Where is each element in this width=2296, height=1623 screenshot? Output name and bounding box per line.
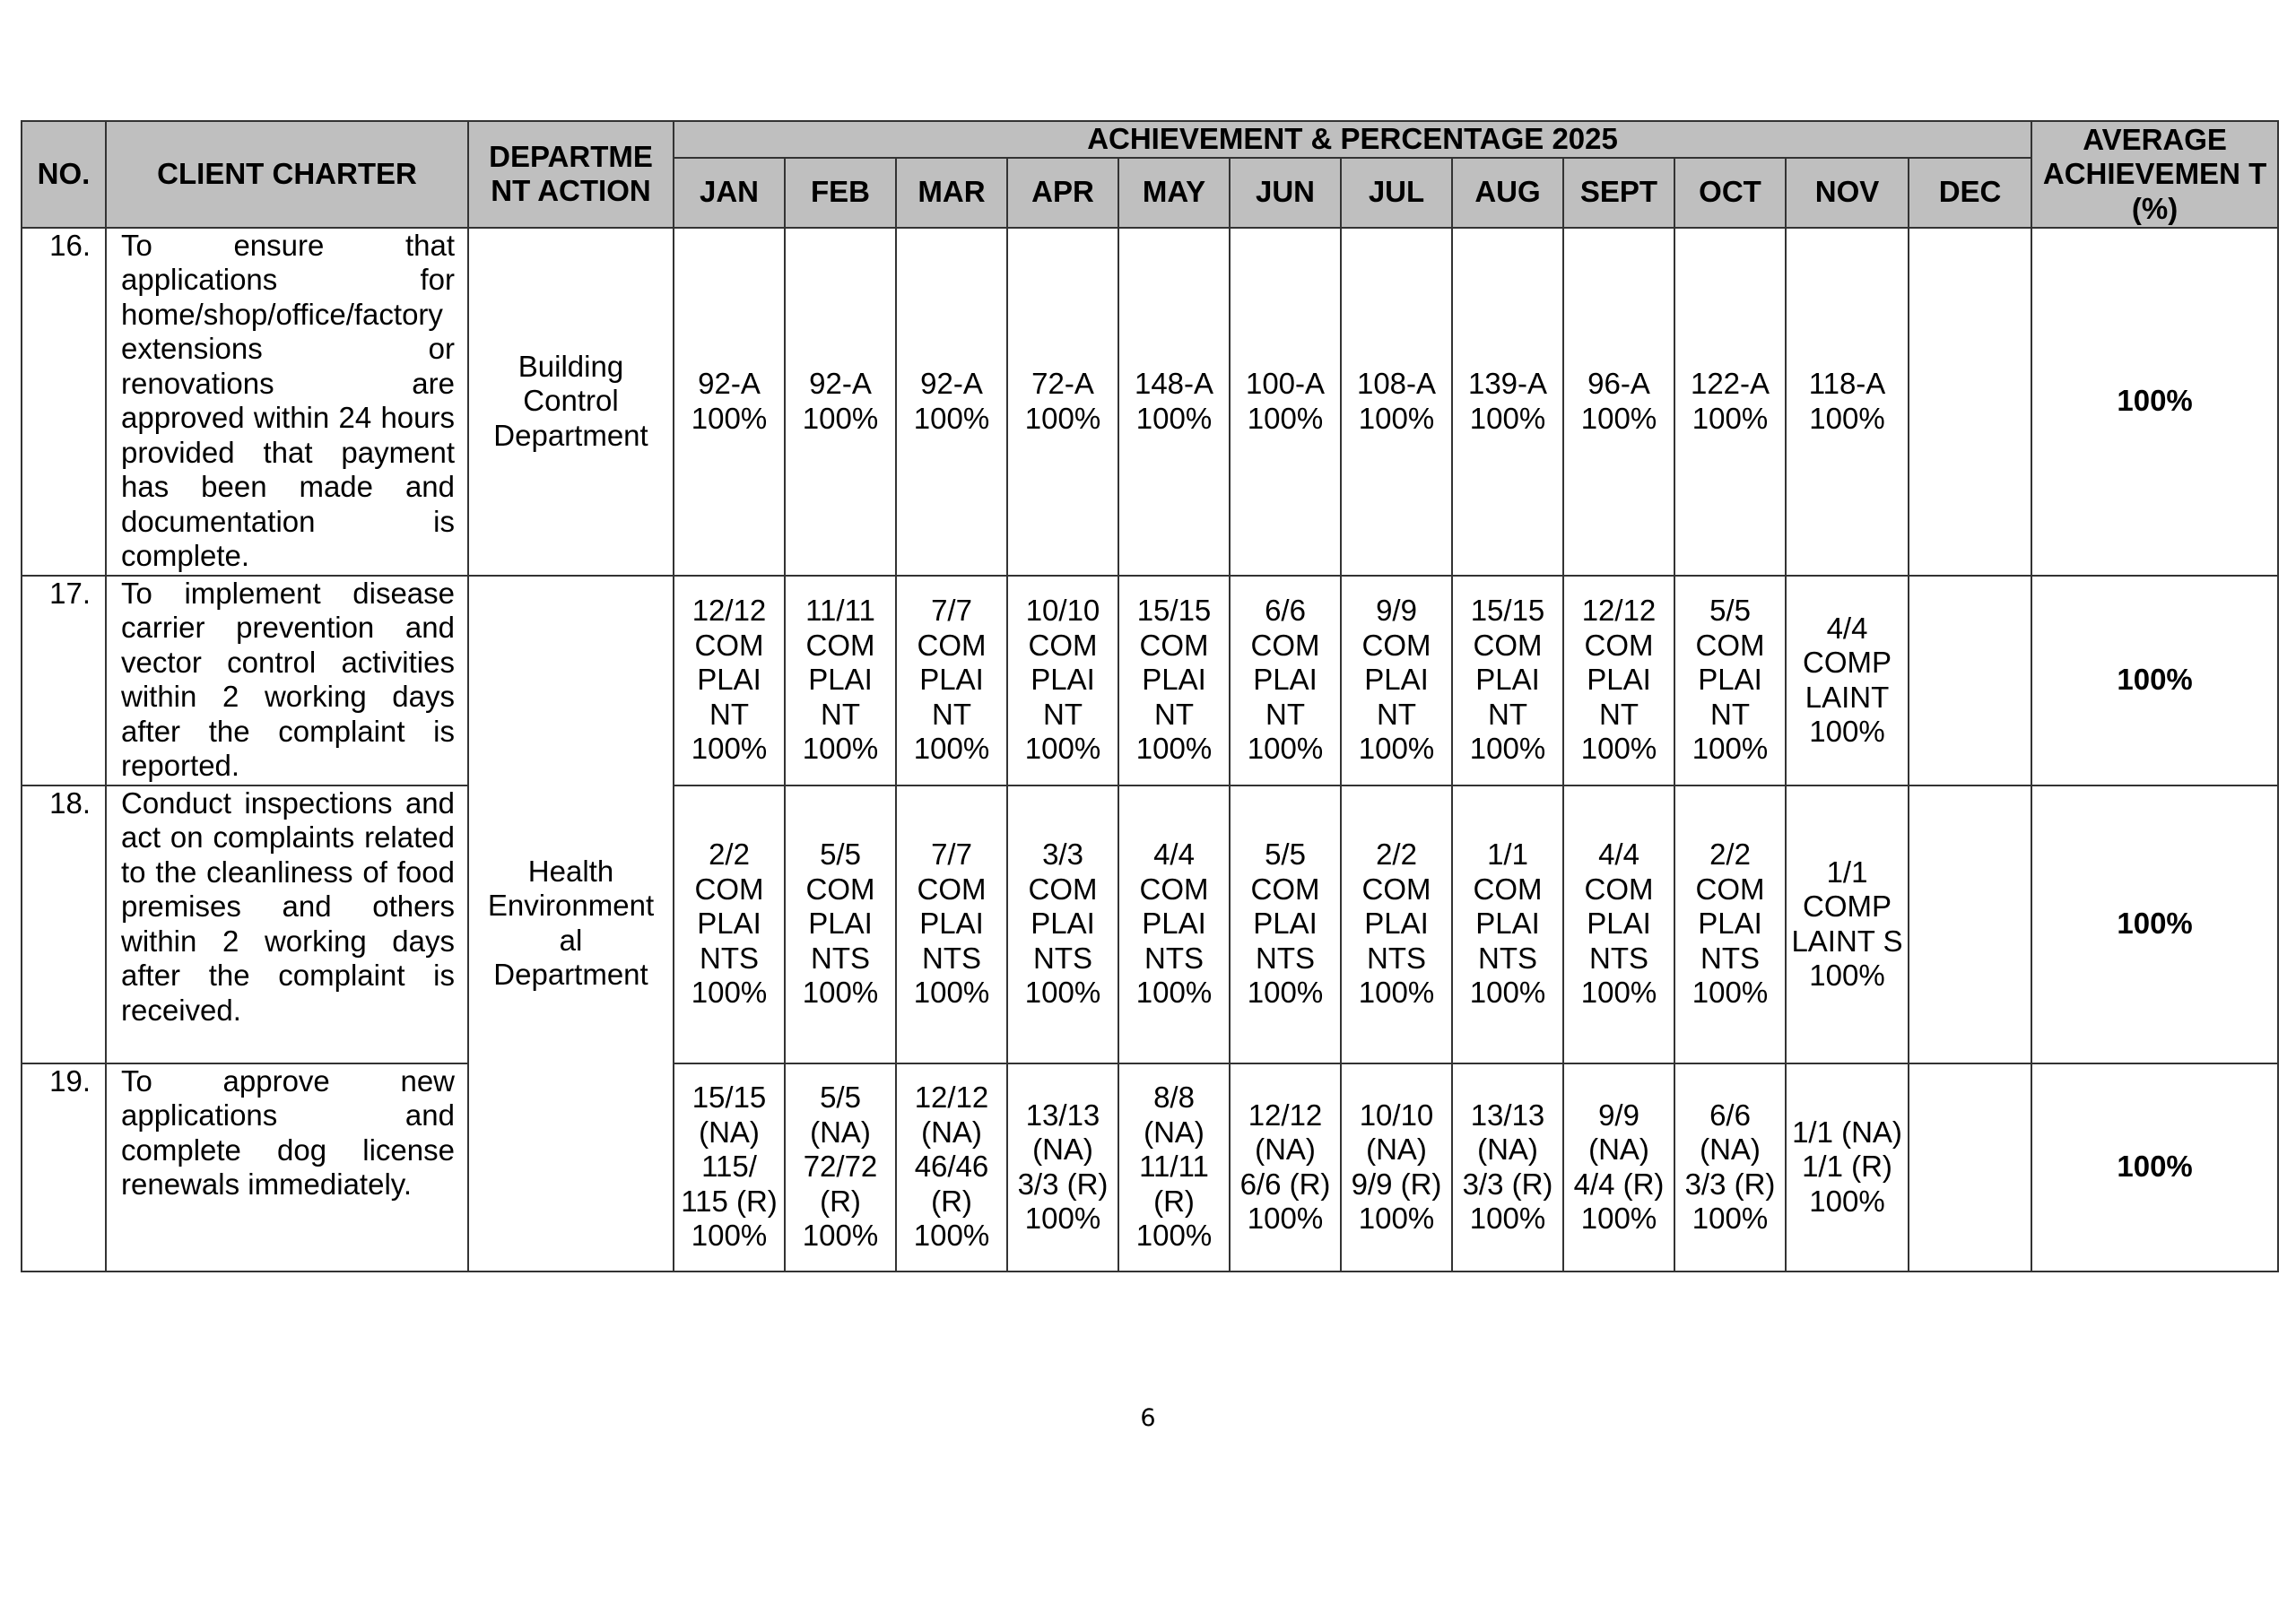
- table-row: [22, 785, 2278, 1063]
- month-cell: 96-A 100%: [1563, 228, 1674, 576]
- header-department-action: DEPARTME NT ACTION: [468, 121, 674, 228]
- month-cell: 108-A 100%: [1341, 228, 1452, 576]
- month-cell: 13/13 (NA) 3/3 (R) 100%: [1007, 1063, 1118, 1271]
- month-cell: 2/2 COM PLAI NTS 100%: [1341, 785, 1452, 1063]
- header-month: JUN: [1230, 158, 1341, 228]
- month-cell: 15/15 COM PLAI NT 100%: [1118, 576, 1230, 785]
- client-charter-text: Conduct inspections and act on complaints related to the cleanliness of food premises and others within 2 working days after the complaint is received.: [121, 785, 455, 1027]
- header-month: FEB: [785, 158, 896, 228]
- header-no: NO.: [22, 121, 106, 228]
- month-cell: 10/10 (NA) 9/9 (R) 100%: [1341, 1063, 1452, 1271]
- month-cell: 72-A 100%: [1007, 228, 1118, 576]
- month-cell: 7/7 COM PLAI NTS 100%: [896, 785, 1007, 1063]
- month-cell: [1909, 576, 2031, 785]
- month-cell: 92-A 100%: [785, 228, 896, 576]
- header-month: MAR: [896, 158, 1007, 228]
- month-cell: 6/6 (NA) 3/3 (R) 100%: [1674, 1063, 1786, 1271]
- month-cell: 2/2 COM PLAI NTS 100%: [1674, 785, 1786, 1063]
- month-cell: 9/9 COM PLAI NT 100%: [1341, 576, 1452, 785]
- department-cell: Health Environment al Department: [468, 576, 674, 1271]
- average-cell: 100%: [2031, 576, 2278, 785]
- average-cell: 100%: [2031, 228, 2278, 576]
- header-row-1: [22, 121, 2278, 158]
- month-cell: 4/4 COM PLAI NTS 100%: [1563, 785, 1674, 1063]
- month-cell: 12/12 COM PLAI NT 100%: [1563, 576, 1674, 785]
- header-month: DEC: [1909, 158, 2031, 228]
- month-cell: [1909, 785, 2031, 1063]
- header-month: AUG: [1452, 158, 1563, 228]
- header-achievement-group: ACHIEVEMENT & PERCENTAGE 2025: [674, 121, 2031, 158]
- client-charter-text: To ensure that applications for home/shop/office/factory extensions or renovations are approved within 24 hours provided that payment has been made and documentation is complete.: [121, 228, 455, 572]
- average-cell: 100%: [2031, 785, 2278, 1063]
- client-charter-cell: [106, 1063, 468, 1271]
- page-number: 6: [1140, 1404, 1156, 1432]
- header-month: NOV: [1786, 158, 1909, 228]
- month-cell: 13/13 (NA) 3/3 (R) 100%: [1452, 1063, 1563, 1271]
- client-charter-text: To implement disease carrier prevention and vector control activities within 2 working days after the complaint is reported.: [121, 576, 455, 782]
- month-cell: 10/10 COM PLAI NT 100%: [1007, 576, 1118, 785]
- month-cell: 139-A 100%: [1452, 228, 1563, 576]
- month-cell: 5/5 COM PLAI NTS 100%: [1230, 785, 1341, 1063]
- row-number: 17.: [22, 576, 106, 785]
- average-cell: 100%: [2031, 1063, 2278, 1271]
- row-number: 18.: [22, 785, 106, 1063]
- table-row: [22, 576, 2278, 785]
- month-cell: 15/15 (NA) 115/ 115 (R) 100%: [674, 1063, 785, 1271]
- month-cell: 92-A 100%: [674, 228, 785, 576]
- month-cell: 5/5 (NA) 72/72 (R) 100%: [785, 1063, 896, 1271]
- month-cell: 15/15 COM PLAI NT 100%: [1452, 576, 1563, 785]
- month-cell: 100-A 100%: [1230, 228, 1341, 576]
- month-cell: 122-A 100%: [1674, 228, 1786, 576]
- header-month: MAY: [1118, 158, 1230, 228]
- month-cell: 2/2 COM PLAI NTS 100%: [674, 785, 785, 1063]
- header-month: JUL: [1341, 158, 1452, 228]
- client-charter-cell: [106, 785, 468, 1063]
- month-cell: 118-A 100%: [1786, 228, 1909, 576]
- month-cell: 92-A 100%: [896, 228, 1007, 576]
- client-charter-cell: [106, 228, 468, 576]
- month-cell: 7/7 COM PLAI NT 100%: [896, 576, 1007, 785]
- month-cell: 12/12 (NA) 6/6 (R) 100%: [1230, 1063, 1341, 1271]
- header-average: AVERAGE ACHIEVEMEN T (%): [2031, 121, 2278, 228]
- month-cell: 11/11 COM PLAI NT 100%: [785, 576, 896, 785]
- month-cell: 1/1 COMP LAINT S 100%: [1786, 785, 1909, 1063]
- month-cell: 5/5 COM PLAI NTS 100%: [785, 785, 896, 1063]
- month-cell: 4/4 COM PLAI NTS 100%: [1118, 785, 1230, 1063]
- month-cell: 3/3 COM PLAI NTS 100%: [1007, 785, 1118, 1063]
- month-cell: 9/9 (NA) 4/4 (R) 100%: [1563, 1063, 1674, 1271]
- department-cell: Building Control Department: [468, 228, 674, 576]
- header-month: JAN: [674, 158, 785, 228]
- header-month: SEPT: [1563, 158, 1674, 228]
- row-number: 19.: [22, 1063, 106, 1271]
- table-row: [22, 228, 2278, 576]
- row-number: 16.: [22, 228, 106, 576]
- month-cell: [1909, 228, 2031, 576]
- client-charter-cell: [106, 576, 468, 785]
- month-cell: [1909, 1063, 2031, 1271]
- month-cell: 12/12 COM PLAI NT 100%: [674, 576, 785, 785]
- header-month: OCT: [1674, 158, 1786, 228]
- month-cell: 12/12 (NA) 46/46 (R) 100%: [896, 1063, 1007, 1271]
- month-cell: 1/1 (NA) 1/1 (R) 100%: [1786, 1063, 1909, 1271]
- month-cell: 148-A 100%: [1118, 228, 1230, 576]
- month-cell: 6/6 COM PLAI NT 100%: [1230, 576, 1341, 785]
- header-month: APR: [1007, 158, 1118, 228]
- month-cell: 4/4 COMP LAINT 100%: [1786, 576, 1909, 785]
- month-cell: 8/8 (NA) 11/11 (R) 100%: [1118, 1063, 1230, 1271]
- client-charter-text: To approve new applications and complete dog license renewals immediately.: [121, 1063, 455, 1201]
- month-cell: 1/1 COM PLAI NTS 100%: [1452, 785, 1563, 1063]
- month-cell: 5/5 COM PLAI NT 100%: [1674, 576, 1786, 785]
- table-row: [22, 1063, 2278, 1271]
- header-client-charter: CLIENT CHARTER: [106, 121, 468, 228]
- achievement-table: [21, 120, 2279, 1272]
